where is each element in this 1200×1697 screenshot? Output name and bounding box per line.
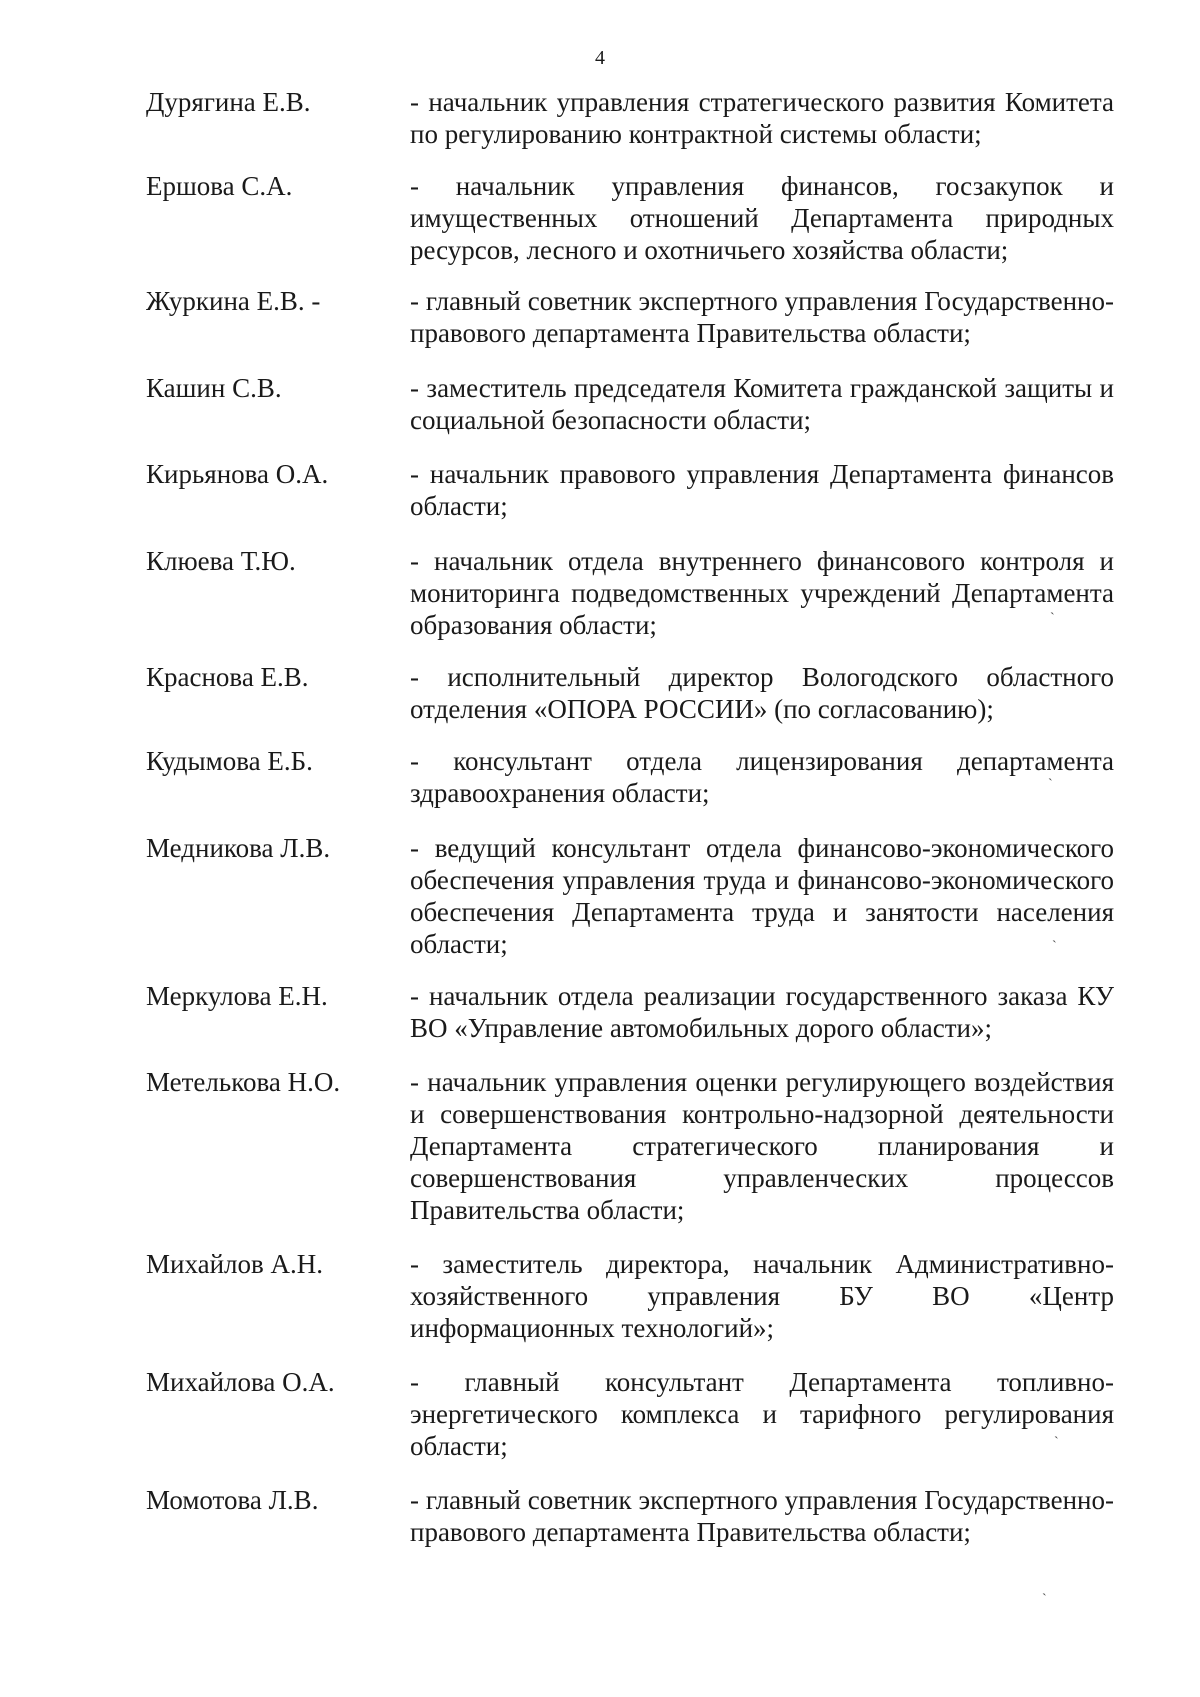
member-position: - главный советник экспертного управления Государственно-правового департамента Правительства области; [410, 1485, 1114, 1547]
scan-speck: ˋ [1050, 611, 1055, 626]
member-name: Медникова Л.В. [146, 833, 331, 863]
member-name: Момотова Л.В. [146, 1485, 319, 1515]
member-position: - исполнительный директор Вологодского областного отделения «ОПОРА РОССИИ» (по согласованию); [410, 662, 1114, 724]
member-name: Михайлов А.Н. [146, 1249, 324, 1279]
member-position: - начальник управления стратегического развития Комитета по регулированию контрактной системы области; [410, 87, 1114, 149]
scan-speck: ˋ [1054, 1435, 1059, 1450]
member-name: Кашин С.В. [146, 373, 282, 403]
page-number: 4 [595, 47, 605, 69]
member-name: Ершова С.А. [146, 171, 293, 201]
member-position: - заместитель директора, начальник Административно-хозяйственного управления БУ ВО «Центр информационных технологий»; [410, 1249, 1114, 1343]
member-name: Клюева Т.Ю. [146, 546, 296, 576]
member-name: Дурягина Е.В. [146, 87, 311, 117]
member-position: - заместитель председателя Комитета гражданской защиты и социальной безопасности области; [410, 373, 1114, 435]
scan-speck: ˋ [1042, 1592, 1047, 1607]
member-position: - консультант отдела лицензирования департамента здравоохранения области; [410, 746, 1114, 808]
member-position: - главный советник экспертного управления Государственно-правового департамента Правительства области; [410, 286, 1114, 348]
scan-speck: ˋ [1048, 777, 1053, 792]
member-name: Михайлова О.А. [146, 1367, 335, 1397]
member-position: - начальник управления оценки регулирующего воздействия и совершенствования контрольно-надзорной деятельности Департамента стратегического планирования и совершенствования управленческих процессов Правительства области; [410, 1067, 1114, 1225]
member-position: - начальник управления финансов, госзакупок и имущественных отношений Департамента природных ресурсов, лесного и охотничьего хозяйства области; [410, 171, 1114, 265]
member-position: - начальник отдела реализации государственного заказа КУ ВО «Управление автомобильных дорого области»; [410, 981, 1114, 1043]
member-position: - начальник правового управления Департамента финансов области; [410, 459, 1114, 521]
member-name: Меркулова Е.Н. [146, 981, 328, 1011]
member-position: - ведущий консультант отдела финансово-экономического обеспечения управления труда и финансово-экономического обеспечения Департамента труда и занятости населения области; [410, 833, 1114, 959]
member-name: Кудымова Е.Б. [146, 746, 313, 776]
member-name: Кирьянова О.А. [146, 459, 329, 489]
member-position: - главный консультант Департамента топливно-энергетического комплекса и тарифного регулирования области; [410, 1367, 1114, 1461]
member-name: Метелькова Н.О. [146, 1067, 341, 1097]
member-position: - начальник отдела внутреннего финансового контроля и мониторинга подведомственных учреждений Департамента образования области; [410, 546, 1114, 640]
member-name: Журкина Е.В. - [146, 286, 321, 316]
member-name: Краснова Е.В. [146, 662, 309, 692]
scan-speck: ˋ [1052, 939, 1057, 954]
